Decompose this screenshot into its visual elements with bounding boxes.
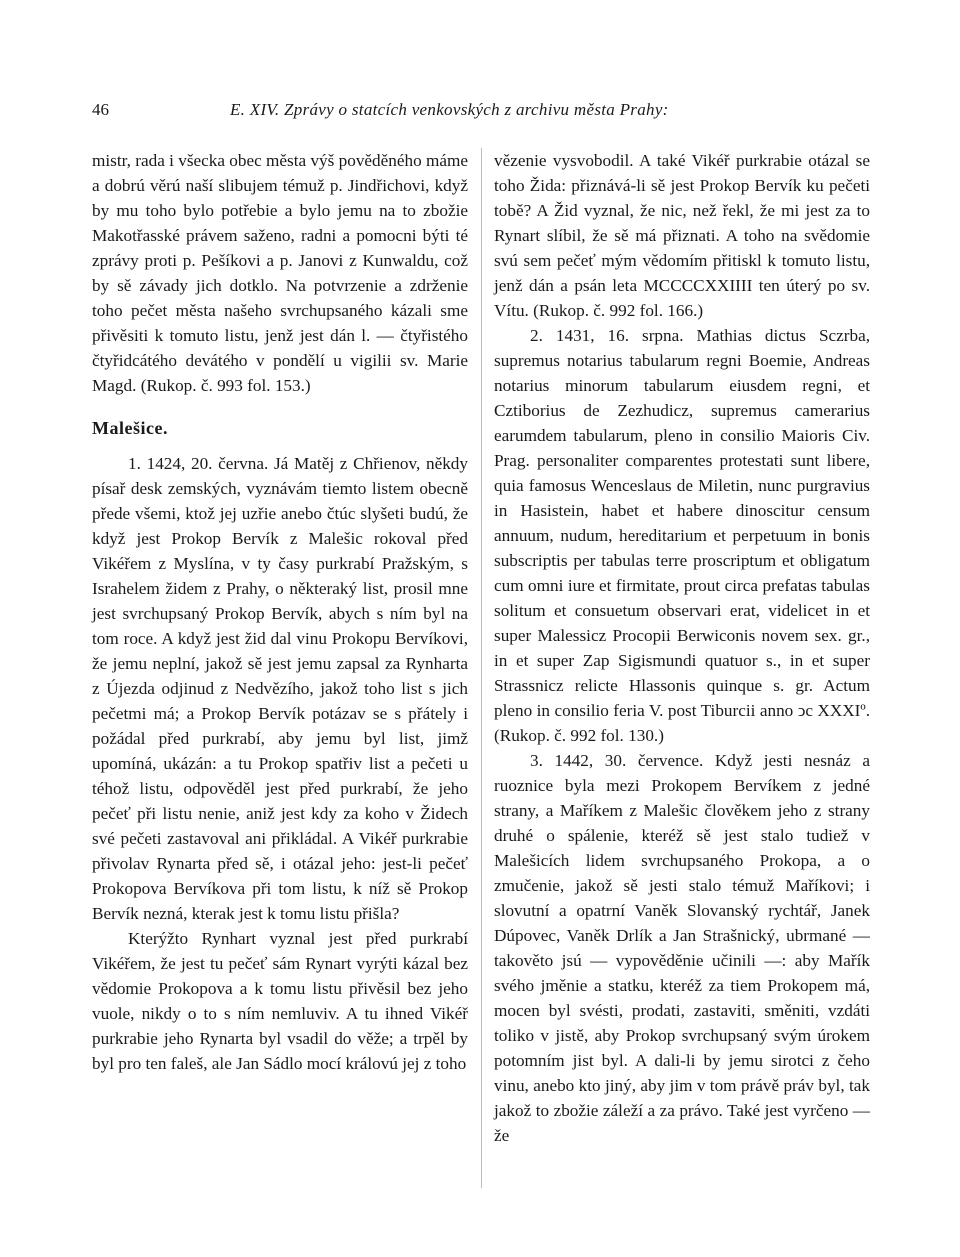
paragraph: mistr, rada i všecka obec města výš pověděného máme a dobrú věrú naší slibujem témuž p. Jindřichovi, když by mu toho bylo potřebie a bylo jemu na to zbožie Makotřasské právem saženo, radni a pomocni býti té zprávy proti p. Pešíkovi a p. Janovi z Kunwaldu, což by sě závady jich dotklo. Na potvrzenie a zdrženie toho pečet města našeho svrchupsaného kázali sme přivěsiti k tomuto listu, jenž jest dán l. — čtyřistého čtyřidcátého devátého v pondělí u vigilii sv. Marie Magd. (Rukop. č. 993 fol. 153.): [92, 151, 468, 395]
section-heading: Malešice.: [92, 418, 168, 438]
paragraph: vězenie vysvobodil. A také Vikéř purkrabie otázal se toho Žida: přiznává-li sě jest Prokop Bervík ku pečeti tobě? A Žid vyznal, že nic, než řekl, že mi jest za to Rynart slíbil, že sě má přiznati. A toho na svědomie svú sem pečeť mým vědomím přitiskl k tomuto listu, jenž dán a psán leta MCCCCXXIIII ten úterý po sv. Vítu. (Rukop. č. 992 fol. 166.): [494, 151, 870, 320]
page-number: 46: [92, 100, 109, 119]
paragraph: 1. 1424, 20. června. Já Matěj z Chřienov, někdy písař desk zemských, vyznávám tiemto listem obecně přede všemi, ktož jej uzřie anebo čtúc slyšeti budú, že když jest Prokop Bervík z Malešic rokoval před Vikéřem z Myslína, v ty časy purkrabí Pražským, s Israhelem židem z Prahy, o některaký list, prosil mne jest svrchupsaný Prokop Bervík, abych s ním byl na tom roce. A když jest žid dal vinu Prokopu Bervíkovi, že jemu neplní, jakož sě jest jemu zapsal za Rynharta z Újezda odjinud z Nedvězího, jakož toho list s jich pečetmi má; a Prokop Bervík potázav se s přátely i požádal před purkrabí, aby jemu byl list, jimž upomíná, ukázán: a tu Prokop spatřiv list a pečeti u téhož listu, odpověděl jest před purkrabí, že jeho pečeť při listu nenie, aniž jest kdy za koho v Židech své pečeti zastavoval ani přikládal. A Vikéř purkrabie přivolav Rynarta před sě, i otázal jeho: jest-li pečeť Prokopova Bervíkova při tom listu, k níž sě Prokop Bervík nezná, kterak jest k tomu listu přišla?: [92, 454, 468, 923]
paragraph: 3. 1442, 30. července. Když jesti nesnáz a ruoznice byla mezi Prokopem Bervíkem z jedné strany, a Maříkem z Malešic člověkem jeho z strany druhé o spálenie, kteréž sě jest stalo tudiež v Malešicích lidem svrchupsaného Prokopa, a o zmučenie, jakož sě jesti stalo témuž Maříkovi; i slovutní a opatrní Vaněk Slovanský rychtář, Janek Dúpovec, Vaněk Drlík a Jan Strašnický, ubrmané — takověto jsú — vypověděnie učinili —: aby Mařík svého jměnie a statku, kteréž za tiem Prokopem má, mocen byl svésti, prodati, zastaviti, směniti, vzdáti toliko v jistě, aby Prokop svrchupsaný svým úrokem potomním jist byl. A dali-li by jemu sirotci z čeho vinu, anebo kto jiný, aby jim v tom právě práv byl, tak jakož to zbožie záleží a za právo. Také jest vyrčeno — že: [494, 751, 870, 1145]
paragraph: Kterýžto Rynhart vyznal jest před purkrabí Vikéřem, že jest tu pečeť sám Rynart vyrýti kázal bez vědomie Prokopova a k tomu listu přivěsil bez jeho vuole, nikdy o to s ním nemluviv. A tu ihned Vikéř purkrabie jeho Rynarta byl vsadil do věže; a trpěl by byl pro ten faleš, ale Jan Sádlo mocí královú jej z toho: [92, 929, 468, 1073]
paragraph: 2. 1431, 16. srpna. Mathias dictus Sczrba, supremus notarius tabularum regni Boemie, Andreas notarius minorum tabularum eiusdem regni, et Cztiborius de Zezhudicz, supremus camerarius earumdem tabularum, pleno in consilio Maioris Civ. Prag. personaliter comparentes protestati sunt libere, quia famosus Wenceslaus de Miletin, nunc purgravius in Hasistein, habet et habere dinoscitur censum annuum, nudum, hereditarium et perpetuum in bonis subscriptis per tabulas terre proscriptum et obligatum cum omni iure et firmitate, prout circa prefatas tabulas solitum et consuetum observari erat, videlicet in et super Malessicz Procopii Berwiconis novem sex. gr., in et super Zap Sigismundi quatuor s., in et super Strassnicz relicte Hlassonis quinque s. gr. Actum pleno in consilio feria V. post Tiburcii anno ↄc XXXIº. (Rukop. č. 992 fol. 130.): [494, 326, 870, 745]
right-column: [494, 148, 870, 1148]
column-divider: [481, 148, 482, 1188]
running-title: E. XIV. Zprávy o statcích venkovských z archivu města Prahy:: [230, 100, 669, 119]
page-header: [92, 100, 872, 126]
left-column: [92, 148, 468, 1076]
